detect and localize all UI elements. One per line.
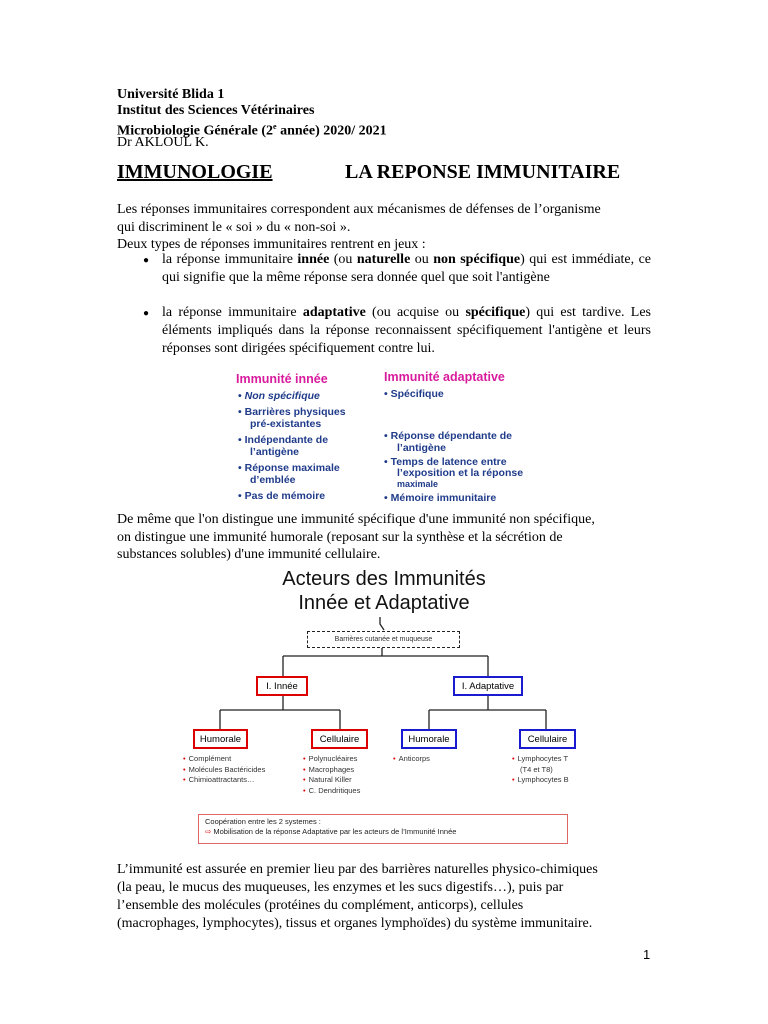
list-item [512, 754, 569, 765]
title-reponse: LA REPONSE IMMUNITAIRE [345, 161, 621, 183]
list-item [303, 775, 360, 786]
adapt-2a: Réponse dépendante de [390, 430, 512, 442]
humorale-innee-box: Humorale [193, 729, 248, 749]
list-item [393, 754, 430, 765]
dot: • [238, 462, 242, 474]
innee-box: I. Innée [256, 676, 308, 696]
list-item [183, 754, 265, 765]
adapt-4: Mémoire immunitaire [390, 492, 497, 504]
b1-e: ou [410, 252, 434, 267]
final-line-1: L’immunité est assurée en premier lieu par des barrières naturelles physico-chimiques [117, 862, 598, 877]
course-year: année) 2020/ 2021 [276, 123, 387, 139]
humorale-adapt-box: Humorale [401, 729, 457, 749]
bullet: • [183, 754, 186, 763]
dot: • [384, 388, 388, 400]
dot: • [384, 430, 388, 442]
b2-e: ) qui est tardive. Les éléments impliqués dans la réponse reconnaissent spécifiquement l'antigène et leurs réponses sont dirigées spécifiquement contre lui. [162, 305, 651, 356]
list-item [303, 765, 360, 776]
cellulaire-adapt-box: Cellulaire [519, 729, 576, 749]
intro-line-3: Deux types de réponses immunitaires rentrent en jeux : [117, 237, 426, 252]
b2-specifique: spécifique [465, 305, 526, 320]
header-university: Université Blida 1 [117, 87, 225, 102]
item-text: Lymphocytes T [517, 754, 569, 763]
item-text: Anticorps [398, 754, 430, 763]
cooperation-box [198, 814, 568, 844]
coop-line-2 [205, 827, 561, 837]
dot: • [238, 390, 242, 402]
bullet-dot-2: ● [143, 308, 150, 319]
bullet-dot-1: ● [143, 255, 150, 266]
adapt-1: Spécifique [390, 388, 444, 400]
item-text: C. Dendritiques [308, 786, 361, 796]
header-author: Dr AKLOUL K. [117, 135, 209, 150]
coop-text: Mobilisation de la réponse Adaptative par les acteurs de l’Immunité Innée [211, 827, 457, 836]
item-text: Molécules Bactéricides [188, 764, 266, 774]
list-item [183, 765, 265, 776]
innee-4a: Réponse maximale [244, 462, 340, 474]
dot: • [238, 490, 242, 502]
list-item [183, 775, 265, 786]
bullet: • [303, 754, 306, 763]
imm-adapt-item-2b: l’antigène [397, 442, 447, 454]
header-institute: Institut des Sciences Vétérinaires [117, 103, 315, 118]
course-text: Microbiologie Générale (2 [117, 123, 274, 139]
final-line-3: l’ensemble des molécules (protéines du complément, anticorps), cellules [117, 898, 524, 913]
imm-adapt-title: Immunité adaptative [384, 370, 505, 384]
b1-g: ) qui est immédiate, ce qui signifie que la même réponse sera donnée quel que soit l'antigène [162, 252, 652, 285]
bullet: • [303, 775, 306, 785]
intro-line-2: qui discriminent le « soi » du « non-soi ». [117, 220, 351, 235]
dot: • [238, 434, 242, 446]
innee-1: Non spécifique [244, 390, 320, 402]
dot: • [238, 406, 242, 418]
b2-c: (ou acquise ou [365, 305, 466, 320]
b1-non-specifique: non spécifique [433, 252, 521, 267]
cell-innee-list [303, 754, 360, 797]
cellulaire-innee-box: Cellulaire [311, 729, 368, 749]
course-sup: e [273, 122, 277, 131]
b2-a: la réponse immunitaire [162, 305, 303, 320]
bullet: • [303, 764, 306, 774]
b1-a: la réponse immunitaire [162, 252, 298, 267]
list-item [303, 754, 360, 765]
imm-adapt-item-3c: maximale [397, 479, 439, 489]
bullet: • [183, 775, 186, 785]
acteurs-title-1: Acteurs des Immunités [282, 568, 486, 590]
imm-innee-item-4b: d’emblée [250, 474, 296, 486]
item-text: Chimioattractants… [188, 775, 255, 785]
bullet: • [183, 764, 186, 774]
bullet: • [303, 786, 306, 796]
middle-line-3: substances solubles) d'une immunité cellulaire. [117, 547, 381, 562]
bullet: • [512, 775, 515, 785]
adaptative-box: I. Adaptative [453, 676, 523, 696]
list-item [303, 786, 360, 797]
final-line-2: (la peau, le mucus des muqueuses, les enzymes et les sucs digestifs…), puis par [117, 880, 564, 895]
innee-3a: Indépendante de [244, 434, 329, 446]
page-number: 1 [643, 947, 651, 962]
dot: • [384, 492, 388, 504]
list-item-sub: (T4 et T8) [520, 764, 553, 774]
imm-adapt-item-3b: l’exposition et la réponse [397, 467, 524, 479]
acteurs-title-2: Innée et Adaptative [298, 592, 470, 614]
cell-adapt-list [512, 754, 569, 786]
b1-naturelle: naturelle [356, 252, 411, 267]
imm-innee-item-2b: pré-existantes [250, 418, 322, 430]
item-text: Natural Killer [308, 775, 352, 785]
item-text: Lymphocytes B [517, 775, 569, 785]
imm-innee-title: Immunité innée [236, 372, 328, 386]
barriers-box: Barrières cutanée et muqueuse [307, 631, 460, 648]
intro-line-1: Les réponses immunitaires correspondent aux mécanismes de défenses de l’organisme [117, 202, 601, 217]
item-text: Complément [188, 754, 232, 763]
list-item [512, 775, 569, 786]
innee-5: Pas de mémoire [244, 490, 326, 502]
b1-c: (ou [329, 252, 357, 267]
final-line-4: (macrophages, lymphocytes), tissus et organes lymphoïdes) du système immunitaire. [117, 916, 593, 931]
hum-adapt-list [393, 754, 430, 765]
adapt-3a: Temps de latence entre [390, 456, 507, 468]
bullet: • [512, 754, 515, 763]
b1-innee: innée [297, 252, 330, 267]
middle-line-1: De même que l'on distingue une immunité spécifique d'une immunité non spécifique, [117, 512, 595, 527]
item-text: Polynucléaires [308, 754, 358, 763]
arrow-icon: ⇨ [205, 827, 212, 836]
bullet: • [393, 754, 396, 763]
item-text: Macrophages [308, 764, 355, 774]
innee-2a: Barrières physiques [244, 406, 346, 418]
b2-adaptative: adaptative [302, 305, 366, 320]
coop-line-1: Coopération entre les 2 systemes : [205, 817, 321, 826]
title-immunologie: IMMUNOLOGIE [117, 161, 273, 183]
hum-innee-list [183, 754, 265, 786]
imm-innee-item-3b: l’antigène [250, 446, 300, 458]
dot: • [384, 456, 388, 468]
middle-line-2: on distingue une immunité humorale (reposant sur la synthèse et la sécrétion de [117, 530, 563, 545]
